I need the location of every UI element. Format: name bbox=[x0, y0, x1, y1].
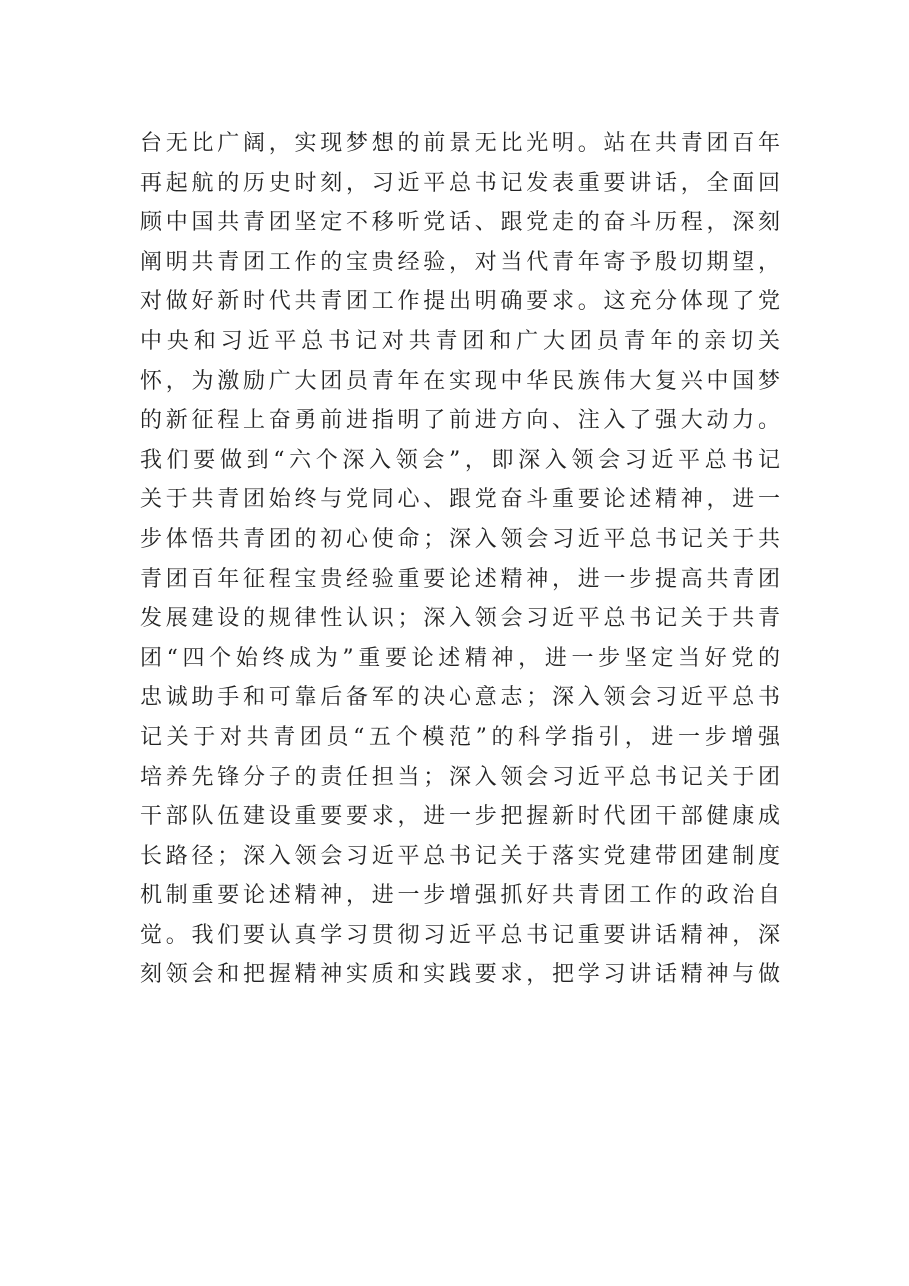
text-line: 培养先锋分子的责任担当；深入领会习近平总书记关于团 bbox=[140, 764, 780, 790]
text-line: 台无比广阔，实现梦想的前景无比光明。站在共青团百年 bbox=[140, 131, 780, 156]
text-line: 发展建设的规律性认识；深入领会习近平总书记关于共青 bbox=[140, 606, 780, 632]
text-line: 再起航的历史时刻，习近平总书记发表重要讲话，全面回 bbox=[140, 170, 780, 196]
text-line: 长路径；深入领会习近平总书记关于落实党建带团建制度 bbox=[140, 843, 780, 869]
text-line: 机制重要论述精神，进一步增强抓好共青团工作的政治自 bbox=[140, 883, 780, 909]
text-line: 怀，为激励广大团员青年在实现中华民族伟大复兴中国梦 bbox=[140, 368, 780, 394]
text-line: 我们要做到“六个深入领会”，即深入领会习近平总书记 bbox=[140, 447, 780, 473]
text-line: 阐明共青团工作的宝贵经验，对当代青年寄予殷切期望， bbox=[140, 249, 780, 275]
text-line: 刻领会和把握精神实质和实践要求，把学习讲话精神与做 bbox=[140, 962, 780, 988]
body-paragraph bbox=[140, 124, 780, 995]
text-line: 团“四个始终成为”重要论述精神，进一步坚定当好党的 bbox=[140, 645, 780, 671]
text-line: 记关于对共青团员“五个模范”的科学指引，进一步增强 bbox=[140, 724, 780, 750]
text-line: 的新征程上奋勇前进指明了前进方向、注入了强大动力。 bbox=[140, 408, 780, 434]
text-line: 青团百年征程宝贵经验重要论述精神，进一步提高共青团 bbox=[140, 566, 780, 592]
text-line: 步体悟共青团的初心使命；深入领会习近平总书记关于共 bbox=[140, 526, 780, 552]
text-line: 干部队伍建设重要要求，进一步把握新时代团干部健康成 bbox=[140, 804, 780, 830]
text-line: 对做好新时代共青团工作提出明确要求。这充分体现了党 bbox=[140, 289, 780, 315]
text-line: 顾中国共青团坚定不移听党话、跟党走的奋斗历程，深刻 bbox=[140, 210, 780, 236]
text-line: 觉。我们要认真学习贯彻习近平总书记重要讲话精神，深 bbox=[140, 922, 780, 948]
text-line: 关于共青团始终与党同心、跟党奋斗重要论述精神，进一 bbox=[140, 487, 780, 513]
text-line: 中央和习近平总书记对共青团和广大团员青年的亲切关 bbox=[140, 328, 780, 354]
text-line: 忠诚助手和可靠后备军的决心意志；深入领会习近平总书 bbox=[140, 685, 780, 711]
